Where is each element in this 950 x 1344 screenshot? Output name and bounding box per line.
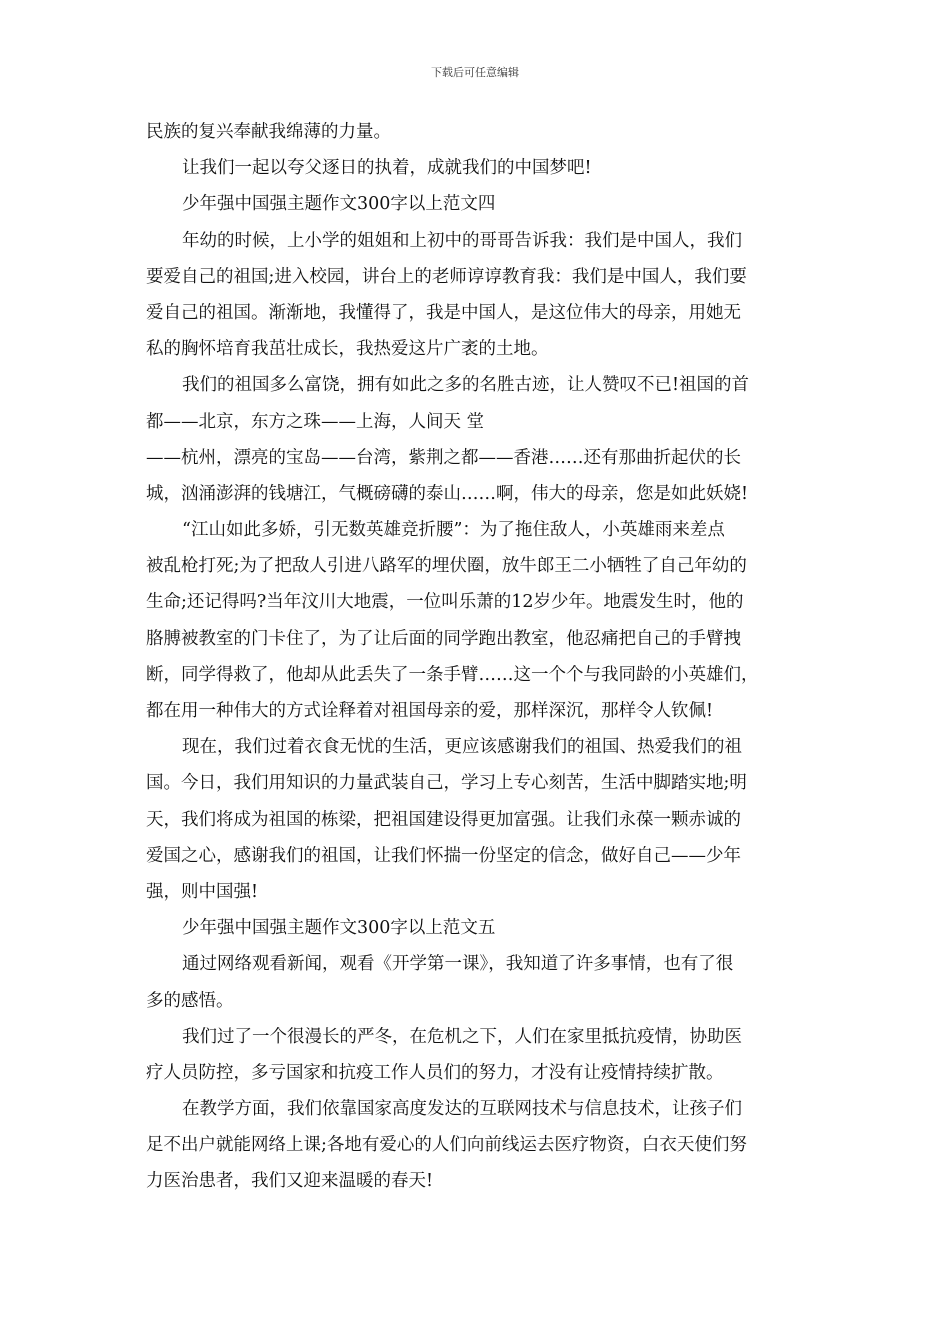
- text-line: 多的感悟。: [146, 990, 234, 1011]
- text-line: 城，汹涌澎湃的钱塘江，气概磅礴的泰山……啊，伟大的母亲，您是如此妖娆!: [146, 483, 749, 504]
- text-line: 疗人员防控，多亏国家和抗疫工作人员们的努力，才没有让疫情持续扩散。: [146, 1062, 724, 1083]
- text-line: 天，我们将成为祖国的栋梁，把祖国建设得更加富强。让我们永葆一颗赤诚的: [146, 809, 741, 830]
- text-line: 被乱枪打死;为了把敌人引进八路军的埋伏圈，放牛郎王二小牺牲了自己年幼的: [146, 556, 747, 577]
- text-line: 在教学方面，我们依靠国家高度发达的互联网技术与信息技术，让孩子们: [182, 1099, 742, 1120]
- text-line: 通过网络观看新闻，观看《开学第一课》，我知道了许多事情，也有了很: [182, 954, 734, 975]
- text-line: 生命;还记得吗?当年汶川大地震，一位叫乐萧的12岁少年。地震发生时，他的: [146, 592, 744, 613]
- text-line: 年幼的时候，上小学的姐姐和上初中的哥哥告诉我：我们是中国人，我们: [182, 230, 742, 251]
- text-line: 我们过了一个很漫长的严冬，在危机之下，人们在家里抵抗疫情，协助医: [182, 1026, 742, 1047]
- text-line: 让我们一起以夸父逐日的执着，成就我们的中国梦吧!: [182, 158, 592, 179]
- text-line: 现在，我们过着衣食无忧的生活，更应该感谢我们的祖国、热爱我们的祖: [182, 737, 742, 758]
- text-line: 断，同学得救了，他却从此丢失了一条手臂……这一个个与我同龄的小英雄们，: [146, 664, 759, 685]
- text-line: 胳膊被教室的门卡住了，为了让后面的同学跑出教室，他忍痛把自己的手臂拽: [146, 628, 741, 649]
- text-line: 足不出户就能网络上课;各地有爱心的人们向前线运去医疗物资，白衣天使们努: [146, 1135, 747, 1156]
- text-line: 爱国之心，感谢我们的祖国，让我们怀揣一份坚定的信念，做好自己——少年: [146, 845, 741, 866]
- text-line: 力医治患者，我们又迎来温暖的春天!: [146, 1171, 434, 1192]
- text-line: 都在用一种伟大的方式诠释着对祖国母亲的爱，那样深沉，那样令人钦佩!: [146, 701, 714, 721]
- text-line: 都——北京，东方之珠——上海，人间天 堂: [146, 411, 485, 432]
- text-line: 强，则中国强!: [146, 881, 259, 902]
- document-body: [146, 114, 810, 1200]
- text-line: “江山如此多娇，引无数英雄竞折腰”：为了拖住敌人，小英雄雨来差点: [182, 520, 725, 541]
- text-line: 民族的复兴奉献我绵薄的力量。: [146, 122, 391, 142]
- page-header: 下载后可任意编辑: [431, 66, 519, 79]
- section-heading: 少年强中国强主题作文300字以上范文五: [182, 918, 496, 939]
- text-line: 国。今日，我们用知识的力量武装自己，学习上专心刻苦，生活中脚踏实地;明: [146, 773, 747, 794]
- section-heading: 少年强中国强主题作文300字以上范文四: [182, 194, 496, 215]
- text-line: 我们的祖国多么富饶，拥有如此之多的名胜古迹，让人赞叹不已!祖国的首: [182, 375, 750, 396]
- text-line: 私的胸怀培育我茁壮成长，我热爱这片广袤的土地。: [146, 339, 549, 360]
- text-line: ——杭州，漂亮的宝岛——台湾，紫荆之都——香港……还有那曲折起伏的长: [146, 447, 741, 468]
- text-line: 爱自己的祖国。渐渐地，我懂得了，我是中国人，是这位伟大的母亲，用她无: [146, 302, 741, 323]
- text-line: 要爱自己的祖国;进入校园，讲台上的老师谆谆教育我：我们是中国人，我们要: [146, 266, 747, 287]
